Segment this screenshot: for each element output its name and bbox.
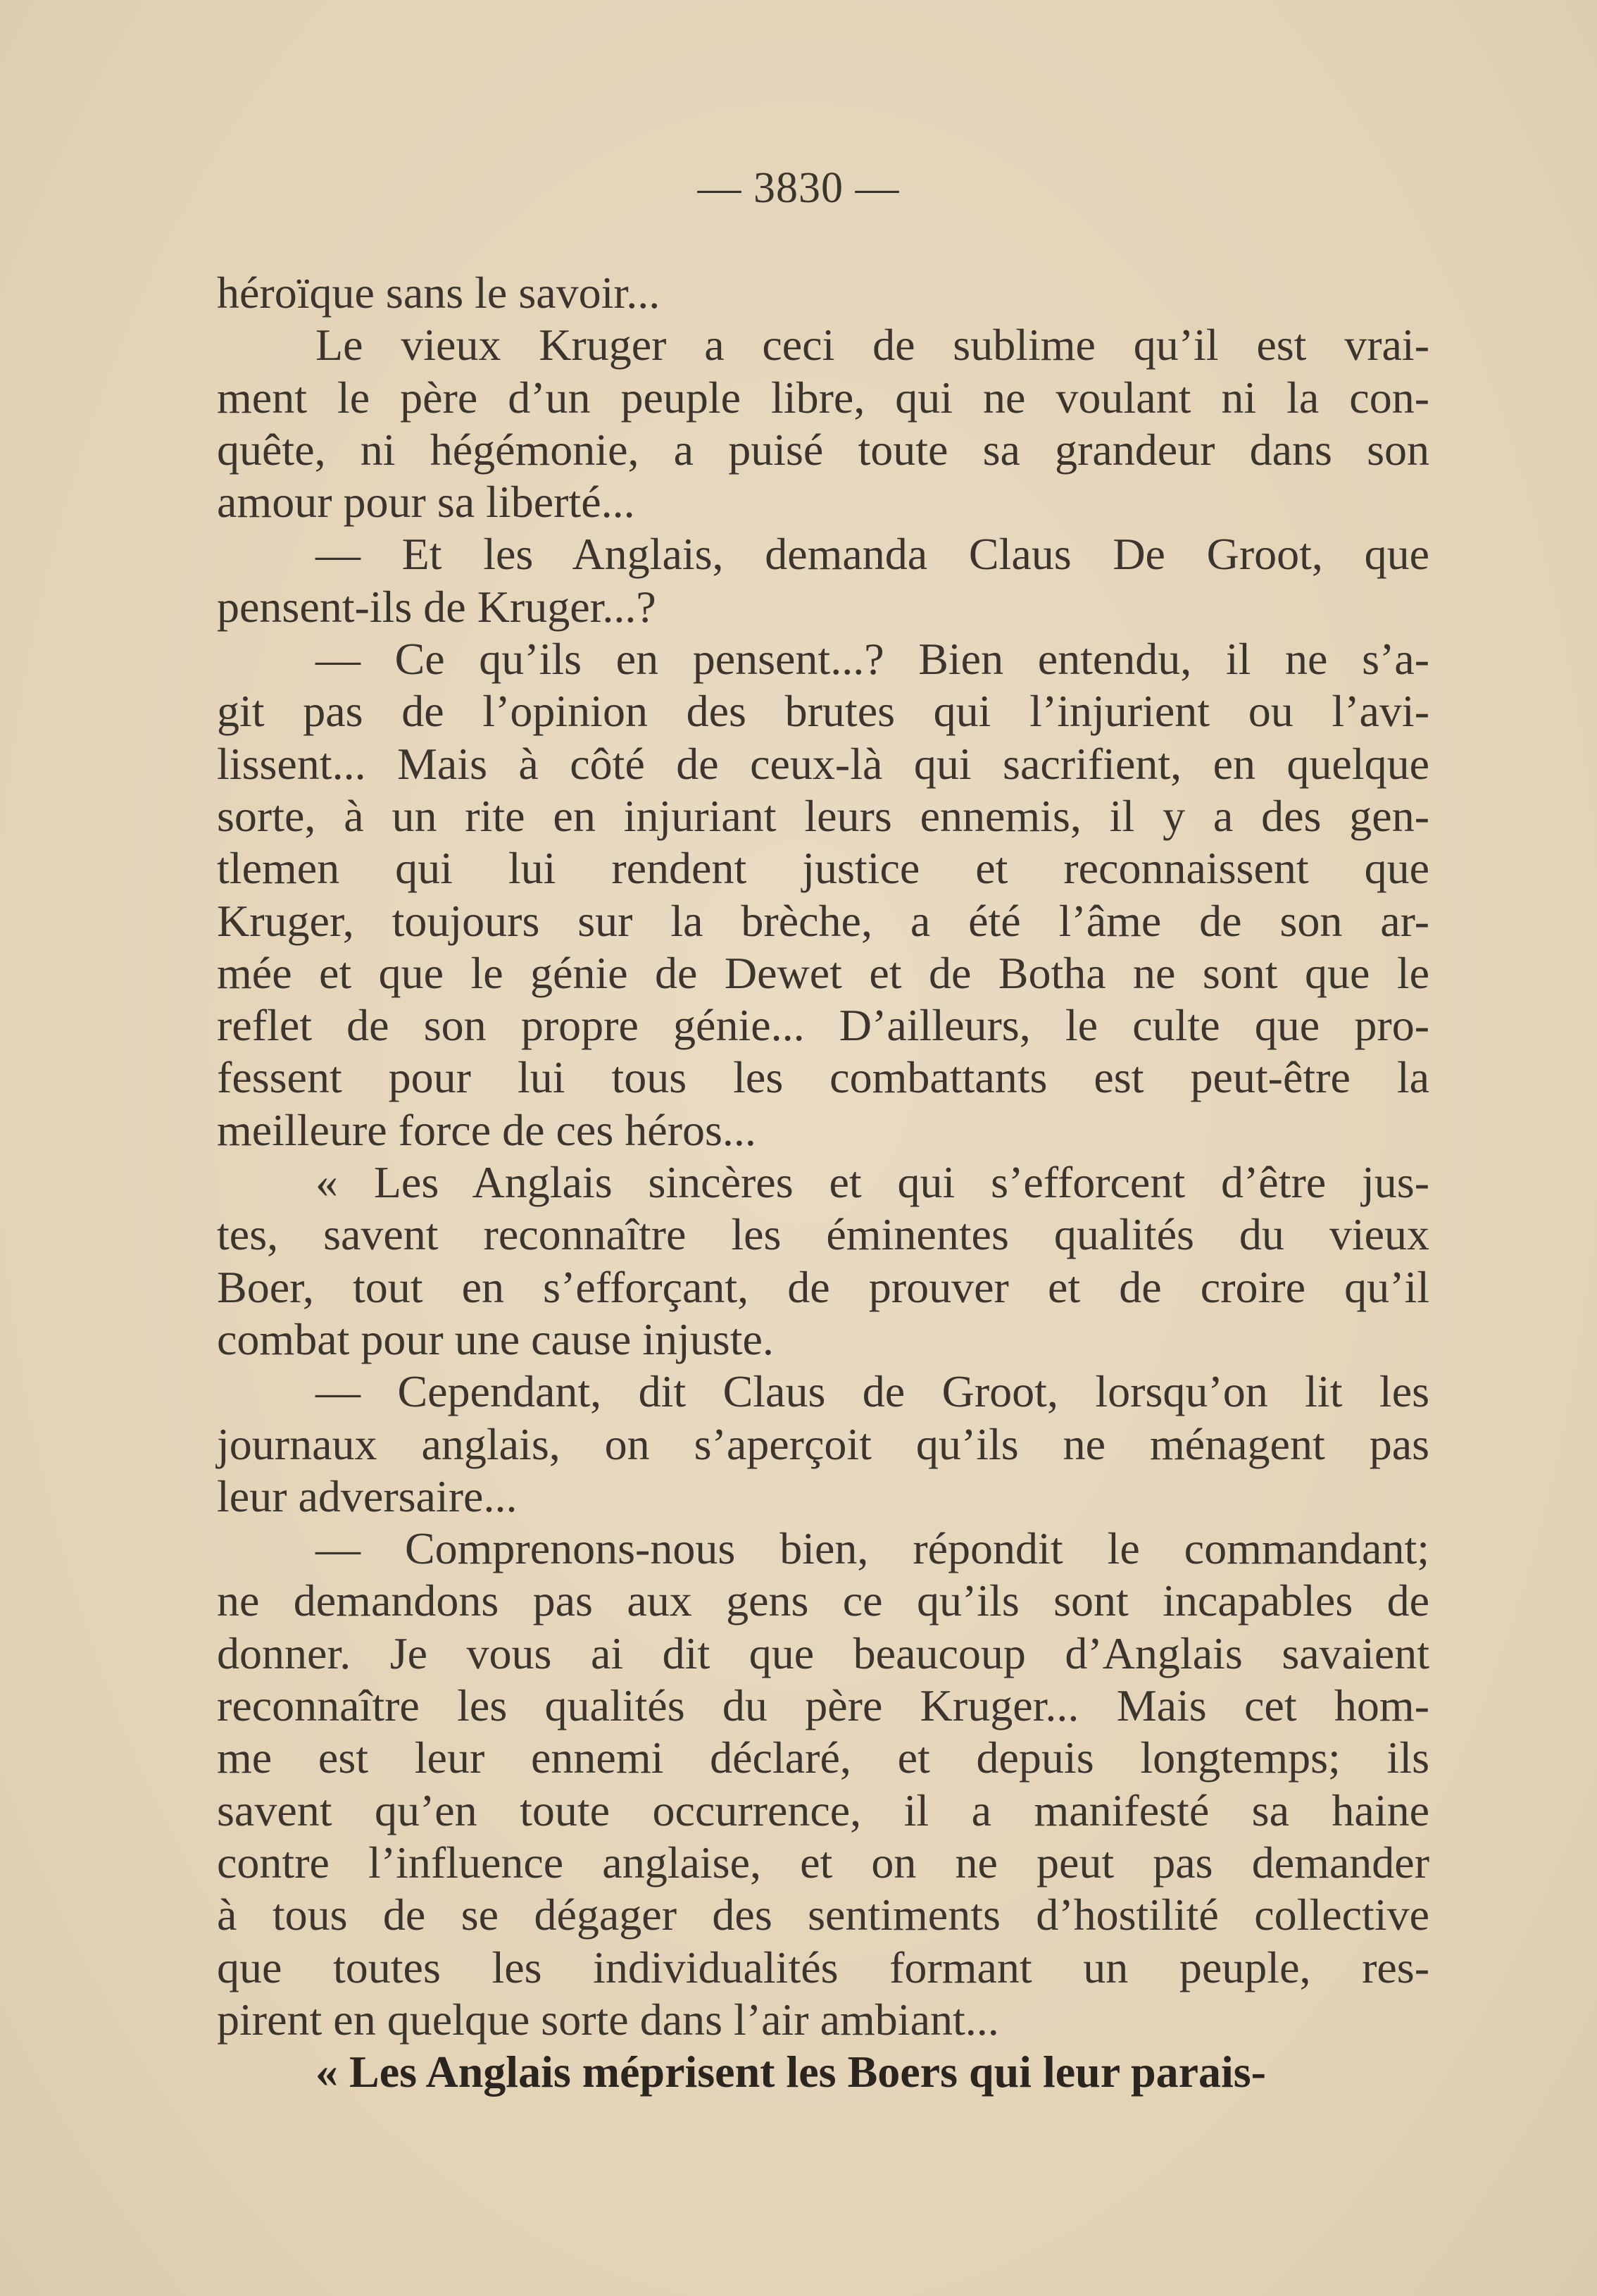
text-line: héroïque sans le savoir... — [217, 268, 660, 318]
text-line: tlemen qui lui rendent justice et reconnaissent que — [217, 843, 1429, 894]
text-line: fessent pour lui tous les combattants est peut-être la — [217, 1052, 1429, 1103]
text-line: quête, ni hégémonie, a puisé toute sa grandeur dans son — [217, 424, 1429, 475]
text-line: que toutes les individualités formant un peuple, res- — [217, 1942, 1429, 1992]
text-line: combat pour une cause injuste. — [217, 1314, 774, 1364]
text-line: Kruger, toujours sur la brèche, a été l’âme de son ar- — [217, 895, 1429, 946]
text-line: pensent-ils de Kruger...? — [217, 581, 656, 632]
text-line: tes, savent reconnaître les éminentes qualités du vieux — [217, 1209, 1429, 1260]
text-line: amour pour sa liberté... — [217, 477, 635, 528]
body-text — [217, 267, 1429, 2098]
text-line: contre l’influence anglaise, et on ne peut pas demander — [217, 1837, 1429, 1888]
text-line: mée et que le génie de Dewet et de Botha ne sont que le — [217, 947, 1429, 998]
text-line: git pas de l’opinion des brutes qui l’injurient ou l’avi- — [217, 686, 1429, 737]
text-line: meilleure force de ces héros... — [217, 1104, 756, 1155]
text-line: donner. Je vous ai dit que beaucoup d’Anglais savaient — [217, 1628, 1429, 1678]
text-line: à tous de se dégager des sentiments d’hostilité collective — [217, 1890, 1429, 1940]
text-line: Le vieux Kruger a ceci de sublime qu’il est vrai- — [315, 320, 1429, 370]
text-line: « Les Anglais sincères et qui s’efforcent d’être jus- — [315, 1157, 1429, 1208]
text-line: pirent en quelque sorte dans l’air ambiant... — [217, 1994, 999, 2045]
text-line: Boer, tout en s’efforçant, de prouver et de croire qu’il — [217, 1261, 1429, 1312]
text-line: reflet de son propre génie... D’ailleurs, le culte que pro- — [217, 1000, 1429, 1051]
text-line: — Comprenons-nous bien, répondit le commandant; — [315, 1523, 1429, 1574]
text-line: — Cependant, dit Claus de Groot, lorsqu’on lit les — [315, 1366, 1429, 1417]
text-line: — Ce qu’ils en pensent...? Bien entendu, il ne s’a- — [315, 634, 1429, 685]
text-line: lissent... Mais à côté de ceux-là qui sacrifient, en quelque — [217, 738, 1429, 789]
text-line: reconnaître les qualités du père Kruger... Mais cet hom- — [217, 1680, 1429, 1731]
text-line: sorte, à un rite en injuriant leurs ennemis, il y a des gen- — [217, 790, 1429, 841]
text-line: « Les Anglais méprisent les Boers qui leur parais- — [315, 2047, 1266, 2097]
text-line: savent qu’en toute occurrence, il a manifesté sa haine — [217, 1785, 1429, 1835]
text-line: ne demandons pas aux gens ce qu’ils sont incapables de — [217, 1576, 1429, 1626]
text-line: ment le père d’un peuple libre, qui ne voulant ni la con- — [217, 372, 1429, 423]
text-line: journaux anglais, on s’aperçoit qu’ils ne ménagent pas — [217, 1418, 1429, 1469]
text-line: leur adversaire... — [217, 1471, 518, 1521]
text-line: — Et les Anglais, demanda Claus De Groot, que — [315, 529, 1429, 580]
page-number: — 3830 — — [697, 164, 900, 212]
text-line: me est leur ennemi déclaré, et depuis longtemps; ils — [217, 1733, 1429, 1783]
